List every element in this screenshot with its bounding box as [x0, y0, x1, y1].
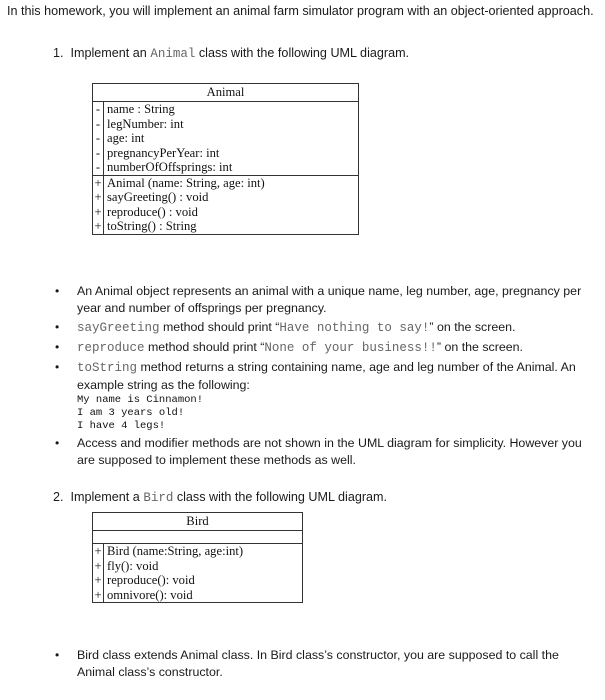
animal-attr: name : String: [107, 102, 175, 116]
bullet-item: • An Animal object represents an animal with a unique name, leg number, age, pregnancy per year and number of offsprings per pregnancy.: [55, 284, 582, 315]
intro-paragraph: In this homework, you will implement an animal farm simulator program with an object-oriented approach.: [7, 4, 594, 18]
bullet-item: • sayGreeting method should print “Have nothing to say!” on the screen.: [55, 320, 516, 335]
step-2-number: 2.: [53, 490, 64, 504]
animal-attr: age: int: [107, 131, 145, 145]
step-2-pre: Implement a: [70, 490, 140, 504]
bullet-icon: •: [55, 340, 60, 354]
bird-method: Bird (name:String, age:int): [107, 544, 244, 558]
bird-bullet-list: [53, 647, 588, 683]
step-2-heading: [53, 489, 387, 506]
step-1-number: 1.: [53, 46, 64, 60]
bird-methods: [104, 544, 303, 603]
bullet-item: • Bird class extends Animal class. In Bird class’s constructor, you are supposed to call the Animal class’s constructor.: [55, 648, 559, 679]
bird-method: reproduce(): void: [107, 573, 195, 587]
bullet-icon: •: [55, 436, 60, 450]
animal-uml-diagram: [92, 83, 359, 235]
bird-method: fly(): void: [107, 558, 159, 573]
animal-method: Animal (name: String, age: int): [107, 175, 265, 190]
animal-method: reproduce() : void: [107, 204, 198, 219]
step-2-post: class with the following UML diagram.: [176, 490, 388, 504]
bird-uml-diagram: [92, 512, 303, 603]
bullet-item: • toString method returns a string containing name, age and leg number of the Animal. An example string as the following: My name is Cinnamon! I am 3 years old! I have 4 legs!: [53, 359, 588, 433]
bird-method: omnivore(): void: [107, 587, 193, 602]
animal-attr: pregnancyPerYear: int: [107, 145, 220, 160]
step-1-code: Animal: [150, 47, 196, 61]
bird-uml-title: Bird: [93, 513, 303, 531]
animal-method-visibility: + + + +: [94, 175, 102, 233]
animal-bullet-list: [53, 283, 588, 471]
bullet-icon: •: [55, 360, 60, 374]
bullet-icon: •: [55, 320, 60, 334]
step-1-post: class with the following UML diagram.: [198, 46, 410, 60]
animal-attr: legNumber: int: [107, 116, 184, 131]
bird-attributes-empty: [93, 531, 303, 544]
bird-method-visibility: + + + +: [94, 544, 102, 602]
animal-attr: numberOfOffsprings: int: [107, 160, 233, 174]
example-output: My name is Cinnamon! I am 3 years old! I have 4 legs!: [77, 394, 204, 432]
step-2-code: Bird: [143, 491, 174, 505]
bullet-icon: •: [55, 648, 60, 662]
animal-attr-visibility: - - - - -: [93, 102, 104, 176]
animal-methods: [104, 175, 359, 234]
bullet-item: • Access and modifier methods are not shown in the UML diagram for simplicity. However you are supposed to implement these methods as well.: [55, 436, 582, 467]
animal-attributes: [104, 102, 359, 176]
bullet-icon: •: [55, 284, 60, 298]
step-1-heading: [53, 45, 409, 62]
animal-method: toString() : String: [107, 219, 197, 233]
step-1-pre: Implement an: [70, 46, 147, 60]
animal-uml-title: Animal: [93, 84, 359, 102]
animal-method: sayGreeting() : void: [107, 190, 209, 204]
bullet-item: • reproduce method should print “None of your business!!” on the screen.: [55, 340, 523, 355]
